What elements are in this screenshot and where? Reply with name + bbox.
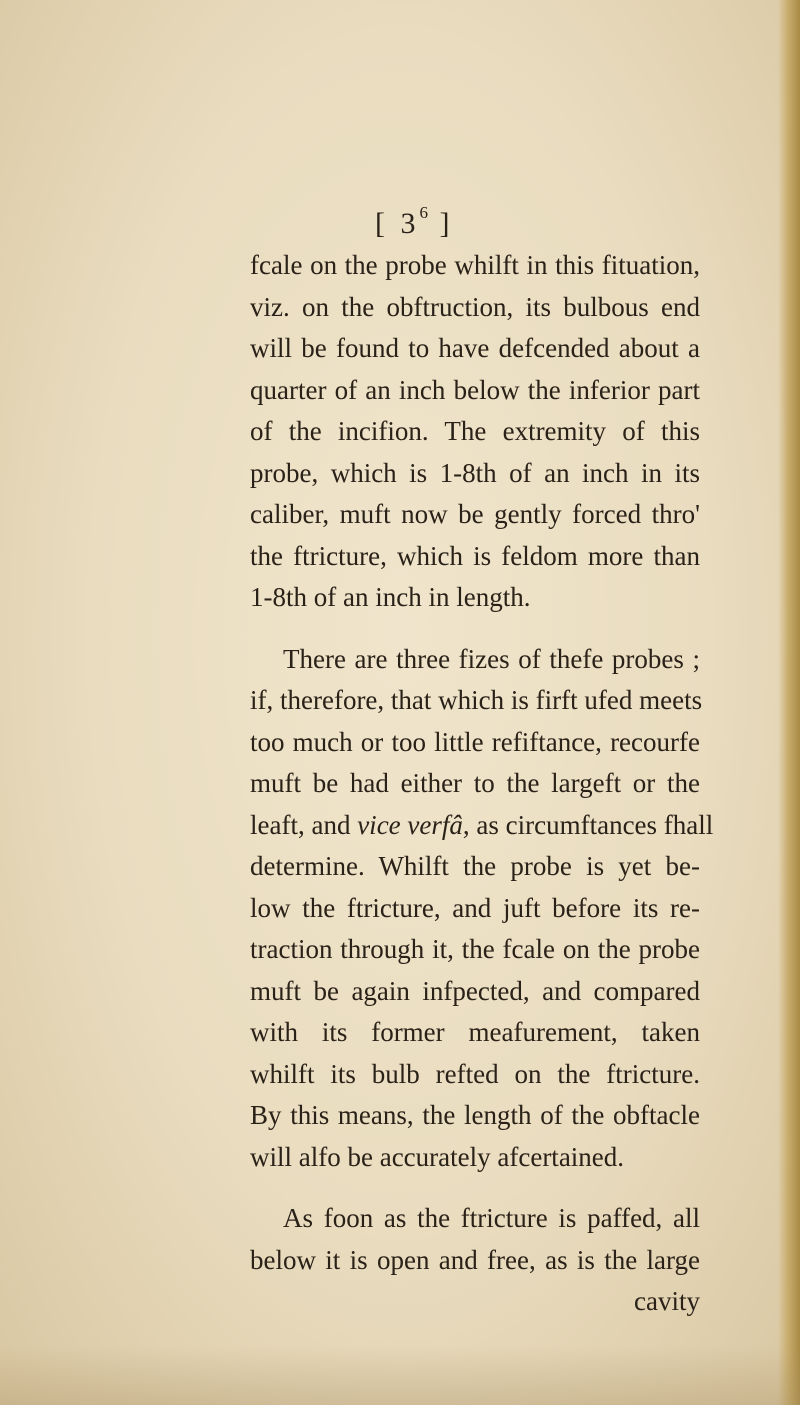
page-header <box>375 203 454 241</box>
header-bracket-left: [ <box>375 207 389 240</box>
page-number: $3^6$ <box>400 203 428 240</box>
text-line: 1-8th of an inch in length. <box>250 582 531 612</box>
text-line: will be found to have defcended about a <box>250 333 700 363</box>
page-bottom-shadow <box>0 1345 800 1405</box>
paragraph-gap <box>250 1178 700 1198</box>
text-line: muft be had either to the largeft or the <box>250 768 700 798</box>
text-line: As foon as the ftricture is paffed, all <box>283 1203 700 1233</box>
text-line: low the ftricture, and juft before its re- <box>250 892 700 923</box>
italic-phrase: vice verfâ <box>357 809 463 840</box>
page-body <box>250 245 714 1323</box>
text-line: too much or too little refiftance, recourfe <box>250 726 700 757</box>
text-line: will alfo be accurately afcertained. <box>250 1141 625 1172</box>
text-line: determine. Whilft the probe is yet be- <box>250 851 700 881</box>
text-line: the ftricture, which is feldom more than <box>250 540 700 571</box>
text-line: There are three fizes of thefe probes ; <box>283 643 700 674</box>
catchword: cavity <box>634 1286 700 1316</box>
text-line: fcale on the probe whilft in this fituation, <box>250 250 700 280</box>
text-line: if, therefore, that which is firft ufed meets <box>250 685 703 715</box>
text-line: traction through it, the fcale on the probe <box>250 934 700 964</box>
text-line: probe, which is 1-8th of an inch in its <box>250 457 700 488</box>
text-line: muft be again infpected, and compared <box>250 975 700 1006</box>
text-line: of the incifion. The extremity of this <box>250 416 700 446</box>
page-gutter-edge <box>778 0 800 1405</box>
paragraph-gap <box>250 619 700 639</box>
text-line: By this means, the length of the obftacle <box>250 1100 700 1130</box>
text-line: whilft its bulb refted on the ftricture. <box>250 1058 700 1089</box>
text-line: viz. on the obftruction, its bulbous end <box>250 291 700 322</box>
text-run: leaft, and <box>250 809 351 840</box>
text-line: caliber, muft now be gently forced thro' <box>250 499 700 529</box>
text-line: with its former meafurement, taken <box>250 1017 700 1047</box>
text-run: , as circumftances fhall <box>462 809 714 840</box>
text-line: below it is open and free, as is the large <box>250 1244 700 1275</box>
text-line: quarter of an inch below the inferior part <box>250 374 700 405</box>
text-line-mixed <box>250 805 714 847</box>
header-bracket-right: ] <box>439 207 454 240</box>
